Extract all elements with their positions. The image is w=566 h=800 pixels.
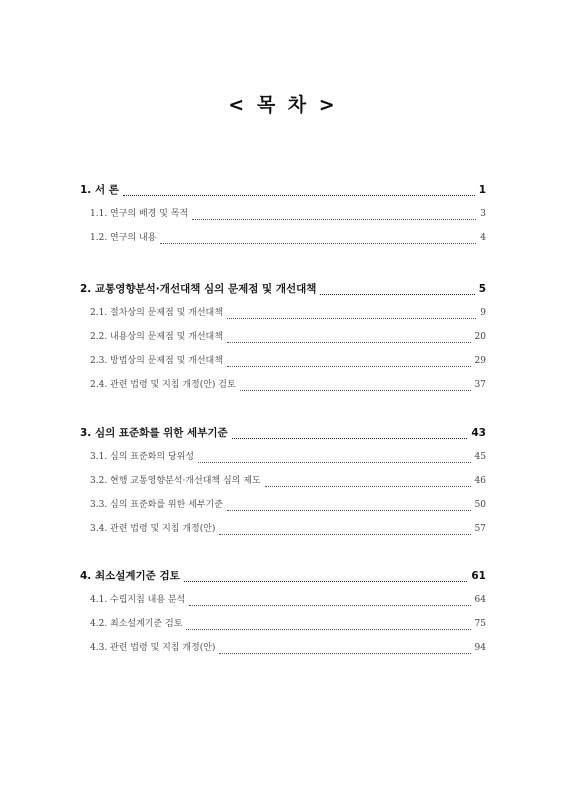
toc-page-number: 43 [471,427,486,439]
toc-section-label: 3.1. 심의 표준화의 당위성 [90,452,195,462]
toc-leader-dots [227,341,471,343]
toc-section[interactable] [80,521,486,545]
toc-leader-dots [123,194,475,196]
toc-section[interactable] [80,640,486,664]
toc-section-label: 4.2. 최소설계기준 검토 [90,619,183,629]
toc-page-number: 64 [474,595,486,605]
toc-section[interactable] [80,329,486,353]
toc-section-label: 2.4. 관련 법령 및 지침 개정(안) 검토 [90,380,236,390]
toc-leader-dots [265,485,471,487]
toc-page-number: 37 [474,380,486,390]
toc-page-number: 94 [474,643,486,653]
toc-chapter-3 [80,425,486,545]
toc-section-label: 4.1. 수립지침 내용 분석 [90,595,186,605]
toc-chapter-heading[interactable] [80,182,486,206]
toc-leader-dots [240,389,471,391]
toc-chapter-heading[interactable] [80,281,486,305]
toc-page-number: 3 [480,209,486,219]
toc-page-number: 61 [471,570,486,582]
toc-leader-dots [320,293,474,295]
toc-page-number: 29 [474,356,486,366]
toc-section[interactable] [80,305,486,329]
toc-section[interactable] [80,473,486,497]
toc-leader-dots [160,242,476,244]
toc-page-number: 9 [480,308,486,318]
toc-leader-dots [184,580,468,582]
toc-chapter-heading[interactable] [80,425,486,449]
toc-leader-dots [192,218,476,220]
toc-leader-dots [227,509,471,511]
toc-page-number: 50 [474,500,486,510]
toc-page-number: 5 [478,283,486,295]
toc-chapter-1 [80,182,486,254]
toc-section-label: 4.3. 관련 법령 및 지침 개정(안) [90,643,216,653]
toc-section-label: 2.2. 내용상의 문제점 및 개선대책 [90,332,223,342]
toc-section-label: 1.2. 연구의 내용 [90,233,157,243]
toc-section[interactable] [80,449,486,473]
toc-section[interactable] [80,353,486,377]
toc-page-number: 1 [478,184,486,196]
toc-chapter-label: 4. 최소설계기준 검토 [80,570,180,582]
toc-chapter-label: 2. 교통영향분석·개선대책 심의 문제점 및 개선대책 [80,283,317,295]
toc-chapter-2 [80,281,486,401]
toc-chapter-heading[interactable] [80,568,486,592]
toc-section-label: 2.3. 방법상의 문제점 및 개선대책 [90,356,223,366]
toc-page-number: 20 [474,332,486,342]
toc-leader-dots [227,365,471,367]
toc-leader-dots [227,317,476,319]
toc-leader-dots [219,652,470,654]
toc-page-number: 75 [474,619,486,629]
toc-section[interactable] [80,206,486,230]
toc-section-label: 2.1. 절차상의 문제점 및 개선대책 [90,308,223,318]
page-title: < 목 차 > [228,94,338,116]
toc-chapter-4 [80,568,486,664]
toc-page-number: 4 [480,233,486,243]
toc-section-label: 3.3. 심의 표준화를 위한 세부기준 [90,500,223,510]
toc-leader-dots [232,437,468,439]
toc-section[interactable] [80,592,486,616]
toc-section-label: 3.2. 현행 교통영향분석·개선대책 심의 제도 [90,476,261,486]
toc-leader-dots [186,628,470,630]
toc-section-label: 1.1. 연구의 배경 및 목적 [90,209,189,219]
toc-section[interactable] [80,497,486,521]
toc-chapter-label: 3. 심의 표준화를 위한 세부기준 [80,427,228,439]
toc-section[interactable] [80,377,486,401]
toc-chapter-label: 1. 서 론 [80,184,119,196]
toc-section[interactable] [80,616,486,640]
toc-leader-dots [219,533,470,535]
toc-section[interactable] [80,230,486,254]
toc-page-number: 45 [474,452,486,462]
toc-leader-dots [189,604,470,606]
toc-page-number: 46 [474,476,486,486]
toc-leader-dots [198,461,471,463]
toc-page-number: 57 [474,524,486,534]
toc-section-label: 3.4. 관련 법령 및 지침 개정(안) [90,524,216,534]
